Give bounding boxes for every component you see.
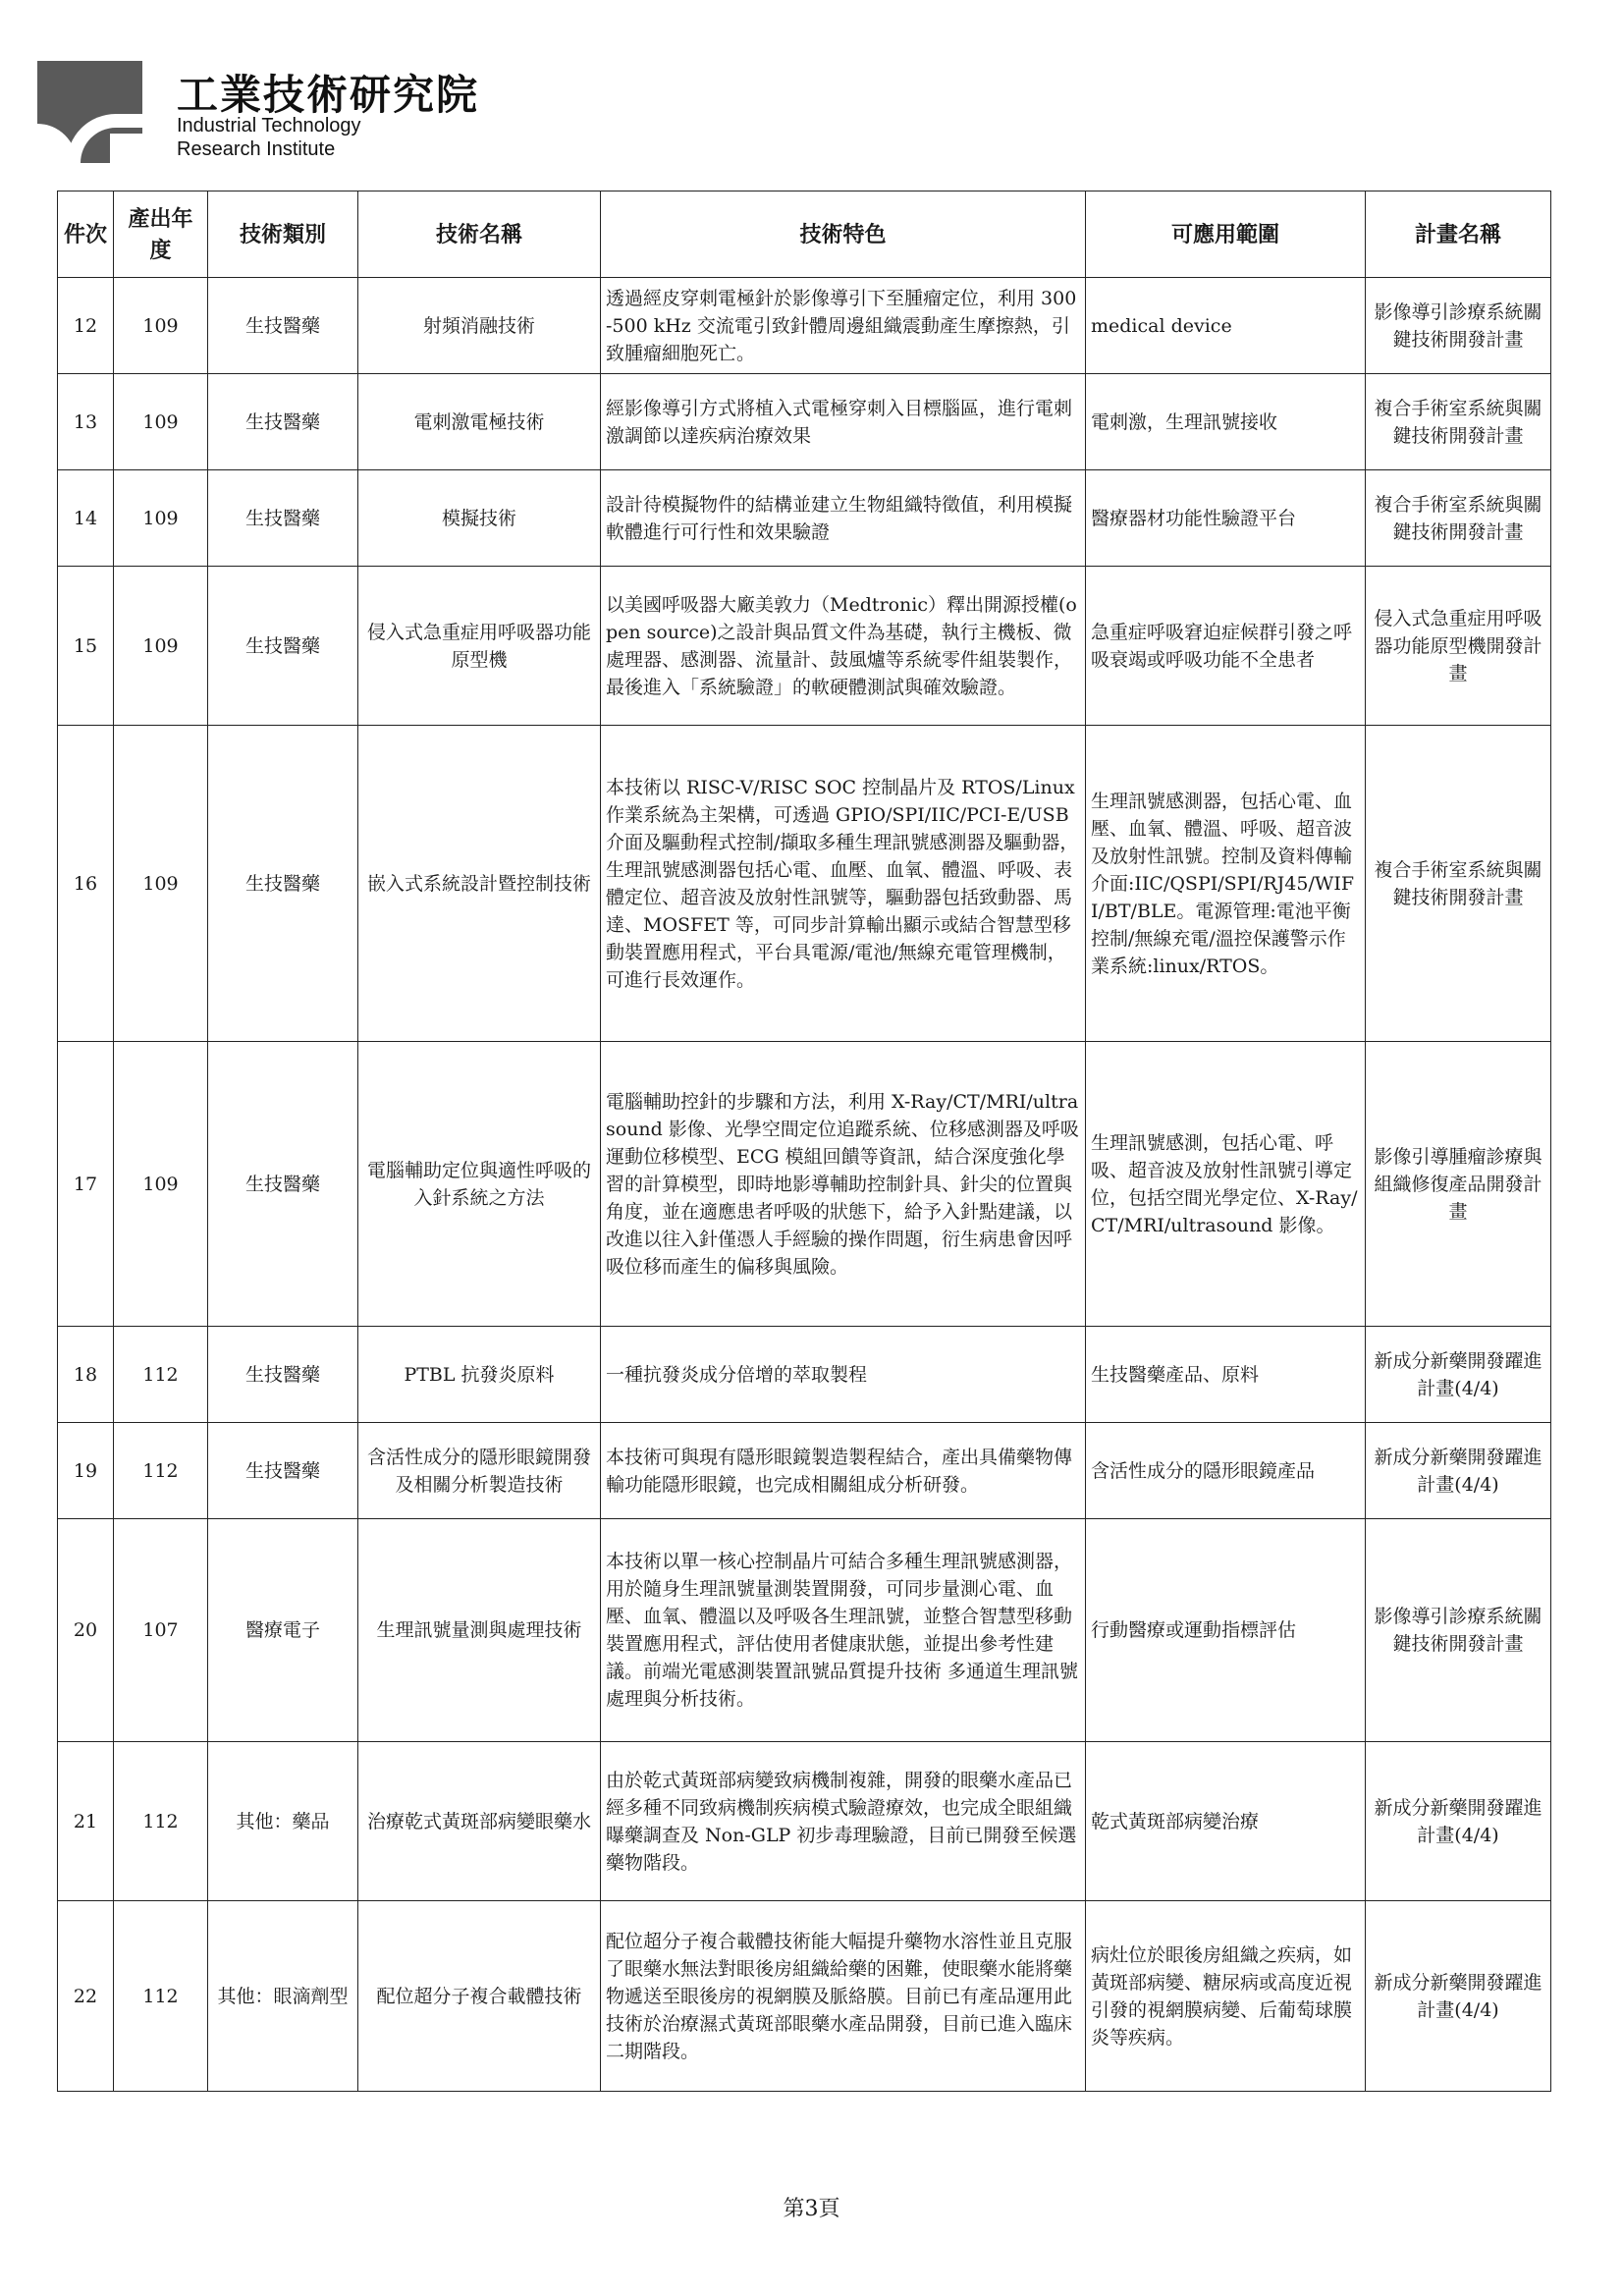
cell-plan: 複合手術室系統與關鍵技術開發計畫: [1366, 374, 1551, 470]
table-row: [58, 567, 1551, 726]
table-header-row: [58, 191, 1551, 278]
cell-category: 生技醫藥: [208, 374, 358, 470]
cell-year: 109: [114, 278, 208, 374]
cell-category: 生技醫藥: [208, 1327, 358, 1423]
cell-name: 嵌入式系統設計暨控制技術: [358, 726, 601, 1042]
cell-features: 本技術可與現有隱形眼鏡製造製程結合，產出具備藥物傳輸功能隱形眼鏡，也完成相關組成分析研發。: [601, 1423, 1086, 1519]
cell-name: 電腦輔助定位與適性呼吸的入針系統之方法: [358, 1042, 601, 1327]
table-row: [58, 1327, 1551, 1423]
cell-features: 本技術以單一核心控制晶片可結合多種生理訊號感測器，用於隨身生理訊號量測裝置開發，可同步量測心電、血壓、血氧、體溫以及呼吸各生理訊號，並整合智慧型移動裝置應用程式，評估使用者健康狀態，並提出參考性建議。前端光電感測裝置訊號品質提升技術 多通道生理訊號處理與分析技術。: [601, 1519, 1086, 1742]
cell-plan: 新成分新藥開發躍進計畫(4/4): [1366, 1901, 1551, 2092]
table-row: [58, 470, 1551, 567]
cell-category: 生技醫藥: [208, 567, 358, 726]
cell-year: 107: [114, 1519, 208, 1742]
cell-no: 18: [58, 1327, 114, 1423]
cell-category: 生技醫藥: [208, 1042, 358, 1327]
cell-category: 醫療電子: [208, 1519, 358, 1742]
cell-year: 112: [114, 1901, 208, 2092]
cell-features: 由於乾式黃斑部病變致病機制複雜，開發的眼藥水產品已經多種不同致病機制疾病模式驗證療效，也完成全眼組織曝藥調查及 Non-GLP 初步毒理驗證，目前已開發至候選藥物階段。: [601, 1742, 1086, 1901]
cell-year: 109: [114, 726, 208, 1042]
cell-plan: 新成分新藥開發躍進計畫(4/4): [1366, 1742, 1551, 1901]
cell-no: 19: [58, 1423, 114, 1519]
cell-features: 以美國呼吸器大廠美敦力（Medtronic）釋出開源授權(open source)之設計與品質文件為基礎，執行主機板、微處理器、感測器、流量計、鼓風爐等系統零件組裝製作，最後進入「系統驗證」的軟硬體測試與確效驗證。: [601, 567, 1086, 726]
cell-plan: 影像引導腫瘤診療與組織修復產品開發計畫: [1366, 1042, 1551, 1327]
cell-name: 射頻消融技術: [358, 278, 601, 374]
cell-name: 模擬技術: [358, 470, 601, 567]
table-row: [58, 726, 1551, 1042]
cell-name: 含活性成分的隱形眼鏡開發及相關分析製造技術: [358, 1423, 601, 1519]
table-row: [58, 1423, 1551, 1519]
cell-year: 109: [114, 567, 208, 726]
cell-year: 109: [114, 374, 208, 470]
cell-scope: medical device: [1086, 278, 1366, 374]
cell-scope: 電刺激，生理訊號接收: [1086, 374, 1366, 470]
org-name-english-line2: Research Institute: [177, 138, 336, 160]
cell-category: 其他：藥品: [208, 1742, 358, 1901]
cell-no: 14: [58, 470, 114, 567]
itri-logo-icon: [37, 61, 142, 163]
cell-no: 21: [58, 1742, 114, 1901]
cell-features: 一種抗發炎成分倍增的萃取製程: [601, 1327, 1086, 1423]
cell-scope: 生技醫藥產品、原料: [1086, 1327, 1366, 1423]
cell-no: 17: [58, 1042, 114, 1327]
cell-features: 電腦輔助控針的步驟和方法，利用 X-Ray/CT/MRI/ultrasound 影像、光學空間定位追蹤系統、位移感測器及呼吸運動位移模型、ECG 模組回饋等資訊，結合深度強化學習的計算模型，即時地影導輔助控制針具、針尖的位置與角度，並在適應患者呼吸的狀態下，給予入針點建議，以改進以往入針僅憑人手經驗的操作問題，衍生病患會因呼吸位移而產生的偏移與風險。: [601, 1042, 1086, 1327]
cell-plan: 複合手術室系統與關鍵技術開發計畫: [1366, 470, 1551, 567]
cell-year: 109: [114, 470, 208, 567]
cell-plan: 新成分新藥開發躍進計畫(4/4): [1366, 1327, 1551, 1423]
cell-scope: 含活性成分的隱形眼鏡產品: [1086, 1423, 1366, 1519]
cell-category: 生技醫藥: [208, 1423, 358, 1519]
cell-plan: 新成分新藥開發躍進計畫(4/4): [1366, 1423, 1551, 1519]
cell-year: 112: [114, 1327, 208, 1423]
table-row: [58, 278, 1551, 374]
cell-no: 16: [58, 726, 114, 1042]
table-row: [58, 1519, 1551, 1742]
header-plan: 計畫名稱: [1366, 191, 1551, 278]
cell-category: 生技醫藥: [208, 470, 358, 567]
table-row: [58, 374, 1551, 470]
org-name-english-line1: Industrial Technology: [177, 115, 361, 137]
cell-features: 透過經皮穿刺電極針於影像導引下至腫瘤定位，利用 300-500 kHz 交流電引致針體周邊組織震動產生摩擦熱，引致腫瘤細胞死亡。: [601, 278, 1086, 374]
table-row: [58, 1042, 1551, 1327]
cell-category: 其他：眼滴劑型: [208, 1901, 358, 2092]
cell-scope: 醫療器材功能性驗證平台: [1086, 470, 1366, 567]
header-name: 技術名稱: [358, 191, 601, 278]
cell-features: 經影像導引方式將植入式電極穿刺入目標腦區，進行電刺激調節以達疾病治療效果: [601, 374, 1086, 470]
cell-category: 生技醫藥: [208, 278, 358, 374]
cell-name: 配位超分子複合載體技術: [358, 1901, 601, 2092]
cell-scope: 生理訊號感測器，包括心電、血壓、血氧、體溫、呼吸、超音波及放射性訊號。控制及資料傳輸介面:IIC/QSPI/SPI/RJ45/WIFI/BT/BLE。電源管理:電池平衡控制/無線充電/溫控保護警示作業系統:linux/RTOS。: [1086, 726, 1366, 1042]
cell-year: 112: [114, 1742, 208, 1901]
header-features: 技術特色: [601, 191, 1086, 278]
header-scope: 可應用範圍: [1086, 191, 1366, 278]
table-row: [58, 1742, 1551, 1901]
cell-no: 12: [58, 278, 114, 374]
cell-scope: 病灶位於眼後房組織之疾病，如黃斑部病變、糖尿病或高度近視引發的視網膜病變、后葡萄球膜炎等疾病。: [1086, 1901, 1366, 2092]
cell-scope: 急重症呼吸窘迫症候群引發之呼吸衰竭或呼吸功能不全患者: [1086, 567, 1366, 726]
cell-scope: 生理訊號感測，包括心電、呼吸、超音波及放射性訊號引導定位，包括空間光學定位、X-Ray/CT/MRI/ultrasound 影像。: [1086, 1042, 1366, 1327]
cell-name: 電刺激電極技術: [358, 374, 601, 470]
header-no: 件次: [58, 191, 114, 278]
cell-name: 生理訊號量測與處理技術: [358, 1519, 601, 1742]
cell-plan: 複合手術室系統與關鍵技術開發計畫: [1366, 726, 1551, 1042]
cell-scope: 行動醫療或運動指標評估: [1086, 1519, 1366, 1742]
cell-name: 侵入式急重症用呼吸器功能原型機: [358, 567, 601, 726]
cell-no: 13: [58, 374, 114, 470]
cell-category: 生技醫藥: [208, 726, 358, 1042]
table-row: [58, 1901, 1551, 2092]
org-name-english: [177, 114, 361, 161]
technology-table: [57, 191, 1551, 2092]
letterhead: [37, 59, 626, 167]
cell-plan: 侵入式急重症用呼吸器功能原型機開發計畫: [1366, 567, 1551, 726]
header-category: 技術類別: [208, 191, 358, 278]
cell-no: 22: [58, 1901, 114, 2092]
page-number: 第3頁: [783, 2197, 840, 2221]
cell-features: 配位超分子複合載體技術能大幅提升藥物水溶性並且克服了眼藥水無法對眼後房組織給藥的困難，使眼藥水能將藥物遞送至眼後房的視網膜及脈絡膜。目前已有產品運用此技術於治療濕式黃斑部眼藥水產品開發，目前已進入臨床二期階段。: [601, 1901, 1086, 2092]
cell-features: 本技術以 RISC-V/RISC SOC 控制晶片及 RTOS/Linux 作業系統為主架構，可透過 GPIO/SPI/IIC/PCI-E/USB 介面及驅動程式控制/擷取多種生理訊號感測器及驅動器，生理訊號感測器包括心電、血壓、血氧、體溫、呼吸、表體定位、超音波及放射性訊號等，驅動器包括致動器、馬達、MOSFET 等，可同步計算輸出顯示或結合智慧型移動裝置應用程式，平台具電源/電池/無線充電管理機制，可進行長效運作。: [601, 726, 1086, 1042]
org-name-chinese: 工業技術研究院: [177, 71, 480, 119]
cell-no: 15: [58, 567, 114, 726]
cell-year: 109: [114, 1042, 208, 1327]
cell-name: 治療乾式黃斑部病變眼藥水: [358, 1742, 601, 1901]
cell-no: 20: [58, 1519, 114, 1742]
cell-plan: 影像導引診療系統關鍵技術開發計畫: [1366, 1519, 1551, 1742]
cell-name: PTBL 抗發炎原料: [358, 1327, 601, 1423]
cell-plan: 影像導引診療系統關鍵技術開發計畫: [1366, 278, 1551, 374]
cell-year: 112: [114, 1423, 208, 1519]
cell-scope: 乾式黃斑部病變治療: [1086, 1742, 1366, 1901]
header-year: 產出年度: [114, 191, 208, 278]
cell-features: 設計待模擬物件的結構並建立生物組織特徵值，利用模擬軟體進行可行性和效果驗證: [601, 470, 1086, 567]
